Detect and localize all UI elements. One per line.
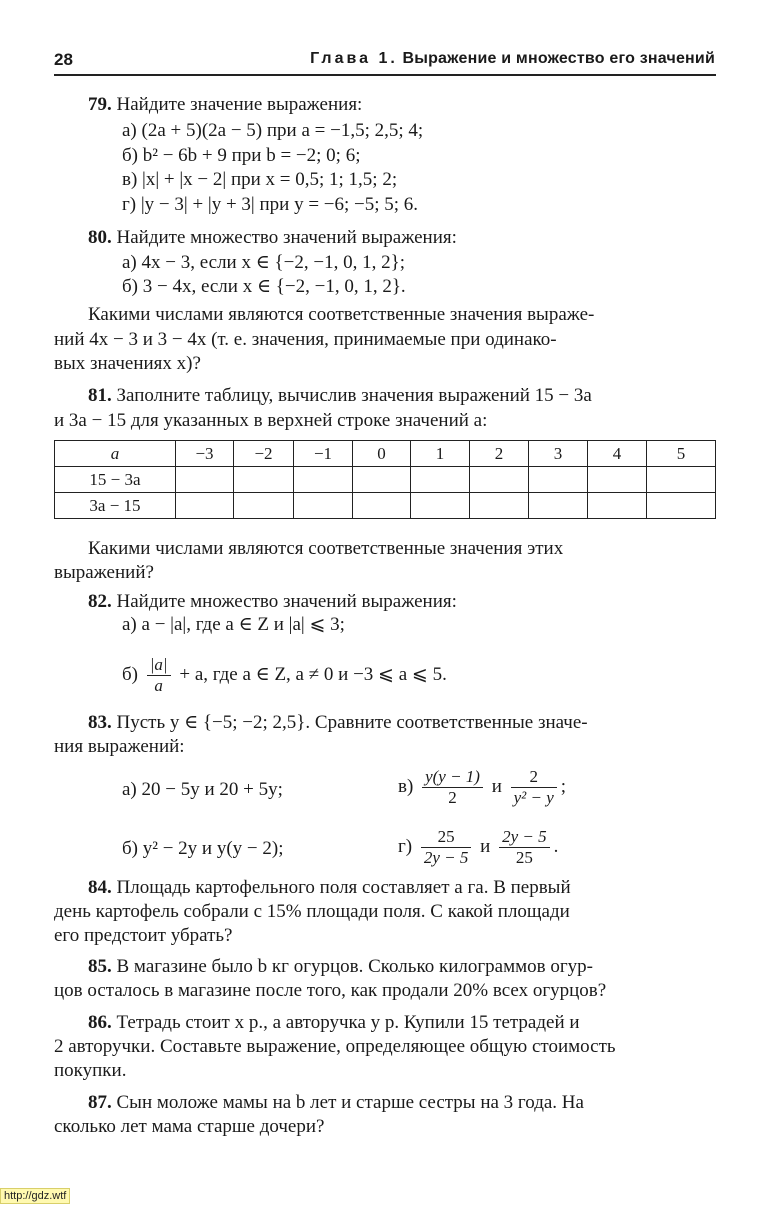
table-cell [588,467,647,493]
table-cell [294,493,353,519]
problem-81-line2: и 3a − 15 для указанных в верхней строке значений a: [54,410,488,431]
chapter-header [310,50,715,68]
table-col-header: 1 [411,441,470,467]
table-cell [529,467,588,493]
table-cell [234,467,294,493]
problem-80-b: б) 3 − 4x, если x ∈ {−2, −1, 0, 1, 2}. [122,276,406,297]
problem-83-line1: 83. Пусть y ∈ {−5; −2; 2,5}. Сравните соответственные значе- [88,712,588,733]
problem-82-a: а) a − |a|, где a ∈ Z и |a| ⩽ 3; [122,614,345,635]
problem-79-v: в) |x| + |x − 2| при x = 0,5; 1; 1,5; 2; [122,169,398,190]
problem-86-line3: покупки. [54,1060,127,1081]
table-cell [588,493,647,519]
fraction: $\frac{|a|}{a}$ [147,655,171,696]
problem-80-question-1: Какими числами являются соответственные значения выраже- [88,304,595,325]
table-cell [234,493,294,519]
table-cell [411,467,470,493]
table-cell [647,493,716,519]
problem-82-b: б) $\frac{|a|}{a}$ + a, где a ∈ Z, a ≠ 0 и −3 ⩽ a ⩽ 5. [122,655,447,696]
problem-83-b: б) y² − 2y и y(y − 2); [122,838,284,859]
problem-86-line2: 2 авторучки. Составьте выражение, определяющее общую стоимость [54,1036,616,1057]
table-col-header: 3 [529,441,588,467]
problem-83-line2: ния выражений: [54,736,185,757]
table-col-header: 4 [588,441,647,467]
table-cell [353,467,411,493]
chapter-prefix: Глава 1. [310,50,398,67]
problem-84-line1: 84. Площадь картофельного поля составляет a га. В первый [88,877,571,898]
table-cell [411,493,470,519]
chapter-title: Выражение и множество его значений [402,50,715,67]
table-col-header: −3 [176,441,234,467]
table-row-label: 15 − 3a [55,467,176,493]
problem-82-prompt: 82. Найдите множество значений выражения: [88,591,457,612]
problem-83-g: г) $\frac{25}{2y - 5}$ и $\frac{2y - 5}{25}$ . [398,827,559,868]
problem-79-a: а) (2a + 5)(2a − 5) при a = −1,5; 2,5; 4; [122,120,424,141]
table-header-label: a [55,441,176,467]
problem-80-question-2: ний 4x − 3 и 3 − 4x (т. е. значения, принимаемые при одинако- [54,329,557,350]
table-cell [470,467,529,493]
table-cell [176,493,234,519]
table-col-header: −2 [234,441,294,467]
problem-79-b: б) b² − 6b + 9 при b = −2; 0; 6; [122,145,361,166]
problem-83-a: а) 20 − 5y и 20 + 5y; [122,779,283,800]
problem-79-prompt: 79. Найдите значение выражения: [88,94,363,115]
fraction: $\frac{25}{2y - 5}$ [421,827,472,868]
problem-80-prompt: 80. Найдите множество значений выражения: [88,227,457,248]
problem-81-question-2: выражений? [54,562,154,583]
problem-81-table [54,440,716,519]
problem-84-line2: день картофель собрали с 15% площади поля. С какой площади [54,901,570,922]
problem-85-line1: 85. В магазине было b кг огурцов. Сколько килограммов огур- [88,956,593,977]
table-col-header: 5 [647,441,716,467]
watermark-link[interactable]: http://gdz.wtf [0,1188,70,1204]
problem-81-line1: 81. Заполните таблицу, вычислив значения выражений 15 − 3a [88,385,592,406]
header-rule [54,74,716,76]
table-col-header: 2 [470,441,529,467]
problem-85-line2: цов осталось в магазине после того, как продали 20% всех огурцов? [54,980,607,1001]
problem-80-question-3: вых значениях x)? [54,353,201,374]
fraction: $\frac{2y - 5}{25}$ [499,827,550,868]
table-cell [294,467,353,493]
table-row [55,493,716,519]
problem-84-line3: его предстоит убрать? [54,925,233,946]
table-cell [353,493,411,519]
table-cell [176,467,234,493]
problem-86-line1: 86. Тетрадь стоит x р., а авторучка y р. Купили 15 тетрадей и [88,1012,580,1033]
table-cell [470,493,529,519]
problem-79-g: г) |y − 3| + |y + 3| при y = −6; −5; 5; 6. [122,194,419,215]
table-col-header: −1 [294,441,353,467]
table-cell [529,493,588,519]
problem-83-v: в) $\frac{y(y - 1)}{2}$ и $\frac{2}{\text{y² − y}}$ ; [398,767,567,808]
problem-87-line1: 87. Сын моложе мамы на b лет и старше сестры на 3 года. На [88,1092,584,1113]
problem-80-a: а) 4x − 3, если x ∈ {−2, −1, 0, 1, 2}; [122,252,405,273]
table-col-header: 0 [353,441,411,467]
table-row-label: 3a − 15 [55,493,176,519]
table-cell [647,467,716,493]
table-row [55,467,716,493]
page-number: 28 [54,50,73,69]
fraction: $\frac{2}{\text{y² − y}}$ [511,767,557,808]
problem-87-line2: сколько лет мама старше дочери? [54,1116,325,1137]
problem-81-question-1: Какими числами являются соответственные значения этих [88,538,564,559]
table-header-row [55,441,716,467]
fraction: $\frac{y(y - 1)}{2}$ [422,767,483,808]
